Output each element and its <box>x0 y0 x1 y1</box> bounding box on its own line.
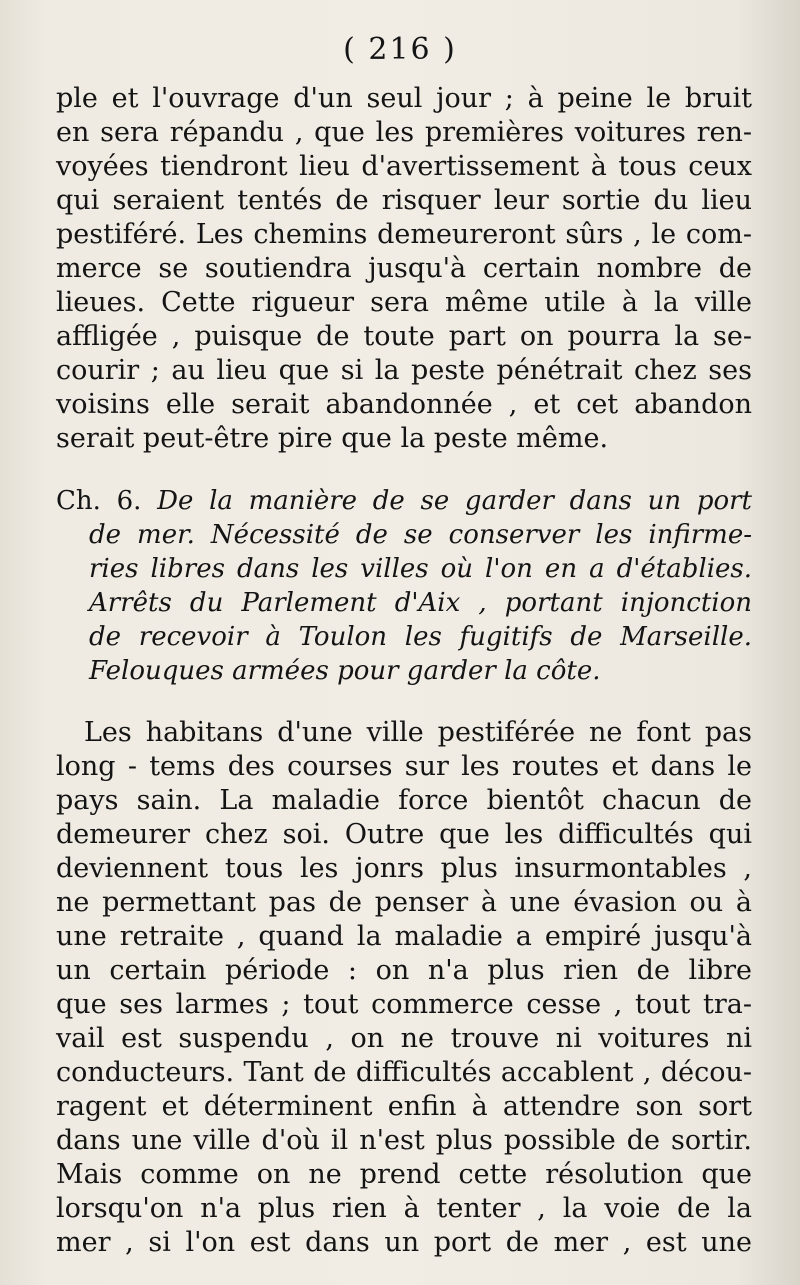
text-line: pays sain. La maladie force bientôt chacun de <box>56 785 752 816</box>
text-line: Arrêts du Parlement d'Aix , portant injonction <box>89 588 752 618</box>
text-line: voisins elle serait abandonnée , et cet abandon <box>56 389 752 420</box>
text-line: de recevoir à Toulon les fugitifs de Marseille. <box>89 622 752 652</box>
text-line: courir ; au lieu que si la peste pénétrait chez ses <box>56 355 752 386</box>
chapter-label: Ch. 6. <box>56 486 142 516</box>
text-line: que ses larmes ; tout commerce cesse , tout tra- <box>56 989 752 1020</box>
paragraph-2 <box>56 716 752 1260</box>
chapter-first-line <box>56 484 752 518</box>
text-line: ne permettant pas de penser à une évasion ou à <box>56 887 752 918</box>
text-line: affligée , puisque de toute part on pourra la se- <box>56 321 752 352</box>
text-line: De la manière de se garder dans un port <box>157 486 752 516</box>
text-line: Felouques armées pour garder la côte. <box>89 656 601 686</box>
text-line: pestiféré. Les chemins demeureront sûrs , le com- <box>56 219 752 250</box>
text-line: long - tems des courses sur les routes et dans le <box>56 751 752 782</box>
text-line: ries libres dans les villes où l'on en a d'établies. <box>89 554 752 584</box>
text-line: mer , si l'on est dans un port de mer , est une <box>56 1227 752 1258</box>
text-line: lorsqu'on n'a plus rien à tenter , la voie de la <box>56 1193 752 1224</box>
text-line: conducteurs. Tant de difficultés accablent , décou- <box>56 1057 752 1088</box>
text-line: Mais comme on ne prend cette résolution que <box>56 1159 752 1190</box>
text-line: une retraite , quand la maladie a empiré jusqu'à <box>56 921 752 952</box>
text-line: demeurer chez soi. Outre que les difficultés qui <box>56 819 752 850</box>
chapter-summary <box>56 484 752 688</box>
page-number: ( 216 ) <box>343 32 457 67</box>
text-line: ragent et déterminent enfin à attendre son sort <box>56 1091 752 1122</box>
text-line: vail est suspendu , on ne trouve ni voitures ni <box>56 1023 752 1054</box>
text-line: merce se soutiendra jusqu'à certain nombre de <box>56 253 752 284</box>
text-line: qui seraient tentés de risquer leur sortie du lieu <box>56 185 752 216</box>
text-line: en sera répandu , que les premières voitures ren- <box>56 117 752 148</box>
text-line: de mer. Nécessité de se conserver les infirme- <box>89 520 752 550</box>
text-line: ple et l'ouvrage d'un seul jour ; à peine le bruit <box>56 83 752 114</box>
text-line: deviennent tous les jonrs plus insurmontables , <box>56 853 752 884</box>
text-line: un certain période : on n'a plus rien de libre <box>56 955 752 986</box>
text-line: dans une ville d'où il n'est plus possible de sortir. <box>56 1125 752 1156</box>
text-line: serait peut-être pire que la peste même. <box>56 423 609 454</box>
text-line: Les habitans d'une ville pestiférée ne font pas <box>84 717 752 748</box>
text-line: lieues. Cette rigueur sera même utile à la ville <box>56 287 752 318</box>
paragraph-1 <box>56 82 752 456</box>
text-line: voyées tiendront lieu d'avertissement à tous ceux <box>56 151 752 182</box>
